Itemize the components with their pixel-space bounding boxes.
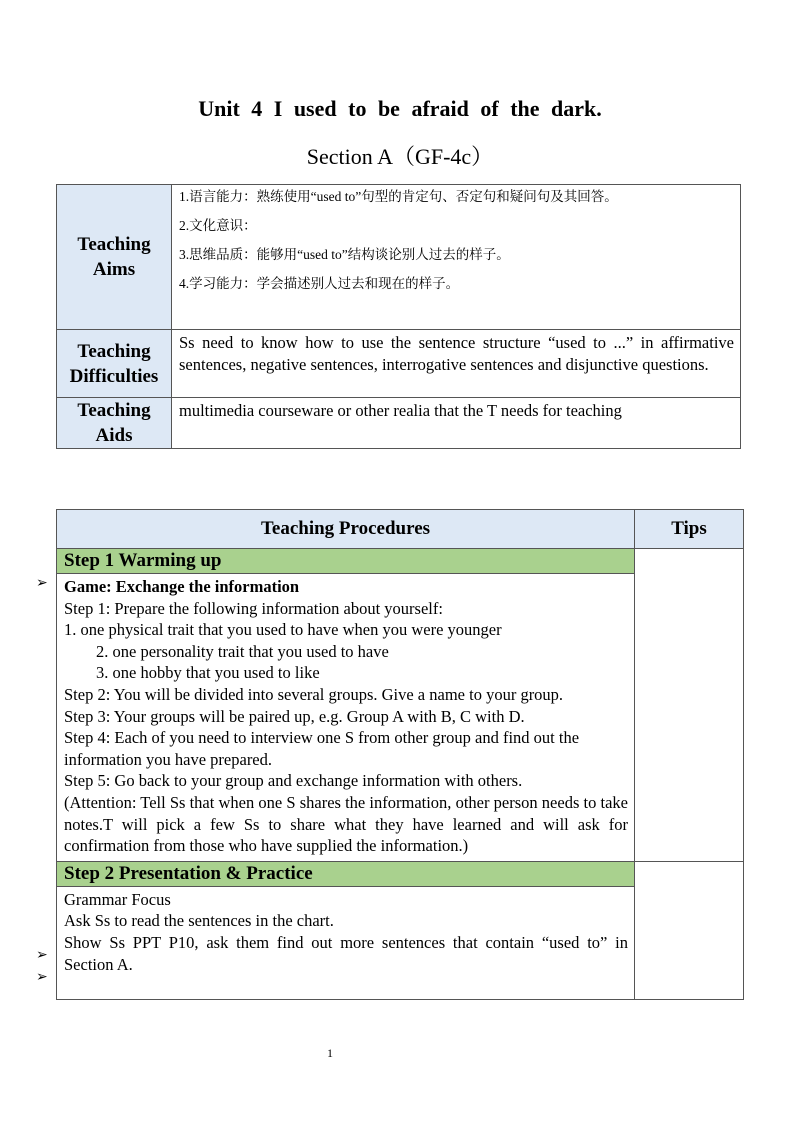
step1-title: Step 1 Warming up [57, 549, 634, 574]
aims-content [172, 185, 741, 330]
aim-item: 2.文化意识： [179, 218, 257, 233]
step2-body [57, 887, 634, 999]
procedures-header: Teaching Procedures [57, 510, 635, 549]
step1-line: Step 2: You will be divided into several groups. Give a name to your group. [64, 684, 564, 704]
step1-row [57, 549, 744, 862]
page-number: 1 [327, 1046, 333, 1060]
procedures-header-row [57, 510, 744, 549]
step1-line: Step 5: Go back to your group and exchange information with others. [64, 771, 523, 791]
procedures-table [56, 509, 744, 1000]
aims-row [57, 185, 741, 330]
aim-item: 3.思维品质：能够用“used to”结构谈论别人过去的样子。 [179, 247, 510, 262]
step1-line: 1. one physical trait that you used to have when you were younger [64, 620, 502, 640]
aim-item: 4.学习能力：学会描述别人过去和现在的样子。 [179, 276, 460, 291]
page-title: Unit 4 I used to be afraid of the dark. [198, 96, 602, 121]
tips-header: Tips [635, 510, 744, 549]
step1-line: 3. one hobby that you used to like [96, 663, 320, 683]
step1-line: Step 4: Each of you need to interview one S from other group and find out the information you have prepared. [64, 728, 580, 769]
step2-bullet-item: Show Ss PPT P10, ask them find out more sentences that contain “used to” in Section A. [64, 932, 628, 974]
step1-body [57, 574, 634, 861]
difficulties-label: Teaching Difficulties [57, 330, 172, 398]
aids-row [57, 398, 741, 449]
step2-cell [57, 861, 635, 999]
step1-line: Step 1: Prepare the following information about yourself: [64, 598, 443, 618]
step1-line: (Attention: Tell Ss that when one S shares the information, other person needs to take notes.T will pick a few Ss to share what they have learned and will ask for confirmation from those who have supplied the information.) [64, 792, 628, 856]
difficulties-content: Ss need to know how to use the sentence structure “used to ...” in affirmative sentences, negative sentences, interrogative sentences and disjunctive questions. [172, 330, 741, 398]
aims-label: Teaching Aims [57, 185, 172, 330]
step1-line: 2. one personality trait that you used to have [96, 641, 389, 661]
step2-bullet-item: Ask Ss to read the sentences in the chart. [64, 911, 334, 931]
arrow-bullet-icon: ➢ [36, 970, 48, 985]
aids-label: Teaching Aids [57, 398, 172, 449]
step1-line: Step 3: Your groups will be paired up, e.g. Group A with B, C with D. [64, 706, 525, 726]
arrow-bullet-icon: ➢ [36, 576, 48, 591]
aids-content: multimedia courseware or other realia that the T needs for teaching [172, 398, 741, 449]
step2-row [57, 861, 744, 999]
page-subtitle: Section A（GF-4c） [306, 144, 494, 169]
step1-cell [57, 549, 635, 862]
step1-tips-cell [635, 549, 744, 862]
step2-tips-cell [635, 861, 744, 999]
step2-heading: Grammar Focus [64, 889, 171, 909]
aim-item: 1.语言能力：熟练使用“used to”句型的肯定句、否定句和疑问句及其回答。 [179, 189, 618, 204]
difficulties-row [57, 330, 741, 398]
step2-title: Step 2 Presentation & Practice [57, 862, 634, 887]
teaching-info-table [56, 184, 741, 449]
arrow-bullet-icon: ➢ [36, 948, 48, 963]
step1-bullet-heading: Game: Exchange the information [64, 577, 300, 596]
